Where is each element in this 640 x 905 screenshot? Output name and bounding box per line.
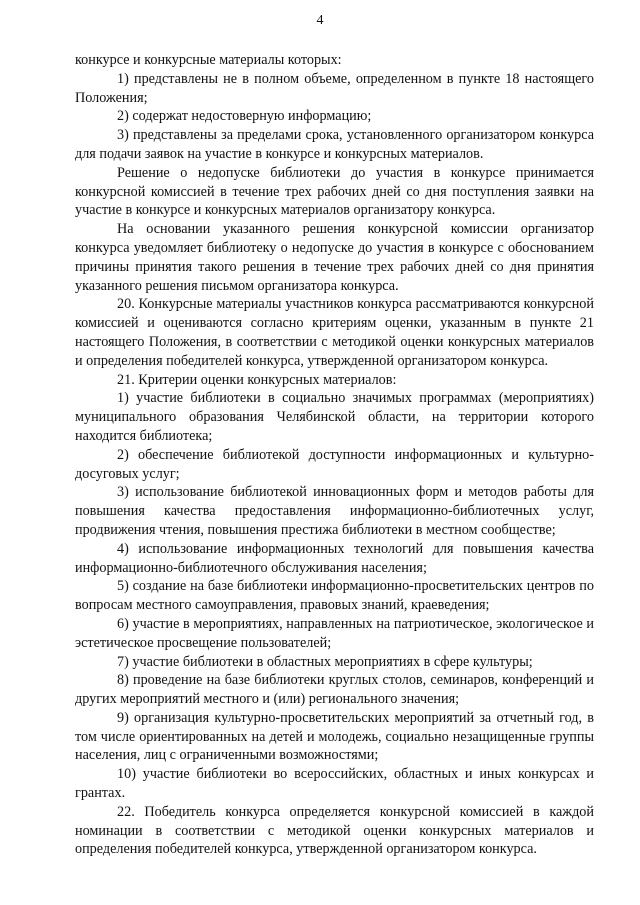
paragraph: 20. Конкурсные материалы участников конкурса рассматриваются конкурсной комиссией и оцениваются согласно критериям оценки, указанным в пункте 21 настоящего Положения, в соответствии с методикой оценки конкурсных материалов и определения победителей конкурса, утвержденной организатором конкурса. xyxy=(75,296,594,369)
paragraph: 1) представлены не в полном объеме, определенном в пункте 18 настоящего Положения; xyxy=(75,70,594,106)
paragraph: 4) использование информационных технологий для повышения качества информационно-библиотечного обслуживания населения; xyxy=(75,540,594,576)
paragraph: 8) проведение на базе библиотеки круглых столов, семинаров, конференций и других мероприятий местного и (или) регионального значения; xyxy=(75,672,594,708)
page-number: 4 xyxy=(316,13,324,28)
paragraph: 22. Победитель конкурса определяется конкурсной комиссией в каждой номинации в соответствии с методикой оценки конкурсных материалов и определения победителей конкурса, утвержденной организатором конкурса. xyxy=(75,803,594,858)
paragraph: 9) организация культурно-просветительских мероприятий за отчетный год, в том числе ориентированных на детей и молодежь, социально незащищенные группы населения, лиц с ограниченными возможностями; xyxy=(75,709,594,764)
paragraph: 21. Критерии оценки конкурсных материалов: xyxy=(117,371,397,388)
paragraph: 3) представлены за пределами срока, установленного организатором конкурса для подачи заявок на участие в конкурсе и конкурсных материалов. xyxy=(75,127,594,162)
paragraph: конкурсе и конкурсные материалы которых: xyxy=(75,52,342,68)
paragraph: 10) участие библиотеки во всероссийских, областных и иных конкурсах и грантах. xyxy=(75,766,594,802)
paragraph: 2) содержат недостоверную информацию; xyxy=(117,108,372,125)
paragraph: 1) участие библиотеки в социально значимых программах (мероприятиях) муниципального образования Челябинской области, на территории которого находится библиотека; xyxy=(75,390,594,444)
document-body xyxy=(75,51,594,859)
paragraph: 3) использование библиотекой инновационных форм и методов работы для повышения качества предоставления информационно-библиотечных услуг, продвижения чтения, повышения престижа библиотеки в местном сообществе; xyxy=(75,484,594,538)
paragraph: 6) участие в мероприятиях, направленных на патриотическое, экологическое и эстетическое просвещение пользователей; xyxy=(75,615,594,651)
paragraph: 5) создание на базе библиотеки информационно-просветительских центров по вопросам местного самоуправления, правовых знаний, краеведения; xyxy=(75,578,594,614)
paragraph: Решение о недопуске библиотеки до участия в конкурсе принимается конкурсной комиссией в течение трех рабочих дней со дня поступления заявки на участие в конкурсе и конкурсных материалов организатору конкурса. xyxy=(75,164,594,219)
paragraph: 7) участие библиотеки в областных мероприятиях в сфере культуры; xyxy=(117,653,533,670)
paragraph: На основании указанного решения конкурсной комиссии организатор конкурса уведомляет библиотеку о недопуске до участия в конкурсе с обоснованием причины принятия такого решения в течение трех рабочих дней со дня принятия указанного решения письмом организатора конкурса. xyxy=(75,221,594,294)
paragraph: 2) обеспечение библиотекой доступности информационных и культурно-досуговых услуг; xyxy=(75,446,594,482)
